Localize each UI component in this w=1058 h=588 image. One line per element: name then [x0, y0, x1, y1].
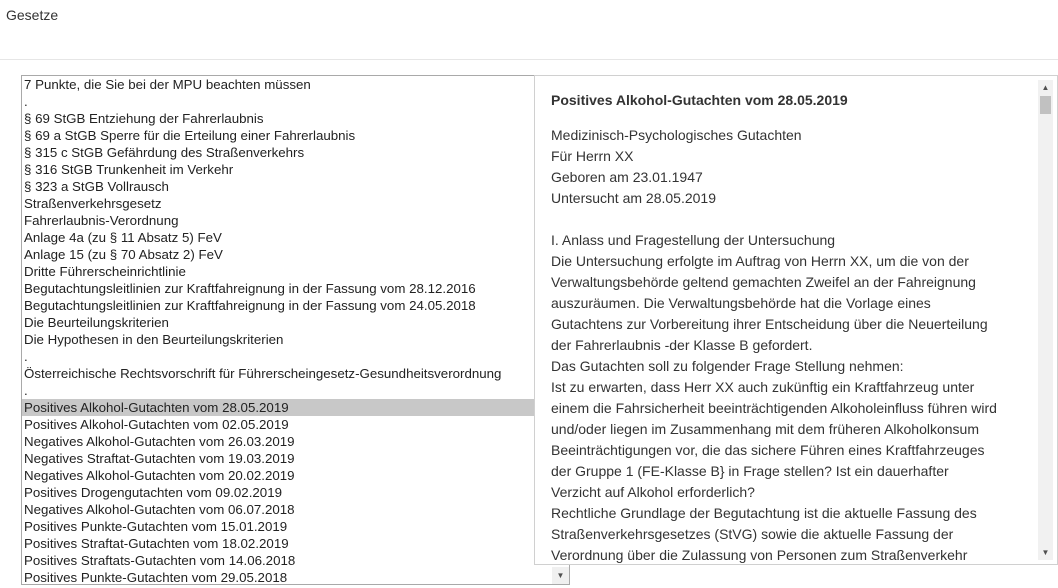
list-item[interactable]: § 323 a StGB Vollrausch — [24, 179, 169, 194]
list-item[interactable]: Positives Punkte-Gutachten vom 29.05.2018 — [24, 570, 288, 585]
list-item[interactable]: Positives Straftats-Gutachten vom 14.06.2018 — [24, 553, 296, 568]
list-item[interactable]: Fahrerlaubnis-Verordnung — [24, 213, 179, 228]
document-list — [22, 76, 569, 585]
document-text-line: Rechtliche Grundlage der Begutachtung ist die aktuelle Fassung des — [551, 505, 977, 521]
vertical-scrollbar[interactable] — [1038, 80, 1053, 560]
list-item[interactable]: Positives Alkohol-Gutachten vom 28.05.2019 — [22, 399, 569, 416]
document-text-line: Straßenverkehrsgesetzes (StVG) sowie die aktuelle Fassung der — [551, 526, 954, 542]
document-text-line: Medizinisch-Psychologisches Gutachten — [551, 127, 802, 143]
document-text-line: Untersucht am 28.05.2019 — [551, 190, 716, 206]
list-item[interactable]: Negatives Alkohol-Gutachten vom 20.02.2019 — [24, 468, 295, 483]
list-item[interactable]: § 316 StGB Trunkenheit im Verkehr — [24, 162, 234, 177]
list-item[interactable]: Negatives Straftat-Gutachten vom 19.03.2019 — [24, 451, 295, 466]
document-text-line: Geboren am 23.01.1947 — [551, 169, 703, 185]
document-listbox[interactable] — [21, 75, 570, 585]
document-text-line: einem die Fahrsicherheit beeinträchtigenden Alkoholeinfluss führen wird — [551, 400, 997, 416]
list-item[interactable]: Begutachtungsleitlinien zur Kraftfahreignung in der Fassung vom 28.12.2016 — [24, 281, 476, 296]
document-viewer[interactable] — [534, 75, 1058, 565]
dropdown-arrow-icon[interactable]: ▼ — [552, 567, 569, 584]
document-text-line: Das Gutachten soll zu folgender Frage Stellung nehmen: — [551, 358, 904, 374]
list-item[interactable]: Begutachtungsleitlinien zur Kraftfahreignung in der Fassung vom 24.05.2018 — [24, 298, 476, 313]
document-text-line: Beeinträchtigungen vor, die das sichere Führen eines Kraftfahrzeuges — [551, 442, 985, 458]
list-item[interactable]: 7 Punkte, die Sie bei der MPU beachten müssen — [24, 77, 311, 92]
list-item[interactable]: Dritte Führerscheinrichtlinie — [24, 264, 186, 279]
list-item[interactable]: Straßenverkehrsgesetz — [24, 196, 162, 211]
list-item[interactable]: Positives Alkohol-Gutachten vom 02.05.2019 — [24, 417, 289, 432]
list-item[interactable]: Positives Straftat-Gutachten vom 18.02.2019 — [24, 536, 289, 551]
document-text-line: Für Herrn XX — [551, 148, 634, 164]
scroll-up-icon[interactable]: ▲ — [1041, 83, 1050, 92]
list-item[interactable]: Positives Drogengutachten vom 09.02.2019 — [24, 485, 282, 500]
document-text-line: Verwaltungsbehörde geltend gemachten Zweifel an der Fahreignung — [551, 274, 976, 290]
list-item[interactable]: § 69 StGB Entziehung der Fahrerlaubnis — [24, 111, 264, 126]
document-text-line: Verordnung über die Zulassung von Personen zum Straßenverkehr — [551, 547, 968, 563]
list-item[interactable]: Anlage 15 (zu § 70 Absatz 2) FeV — [24, 247, 223, 262]
document-text-line: Gutachtens zur Vorbereitung ihrer Entscheidung über die Neuerteilung — [551, 316, 988, 332]
list-item[interactable]: Positives Punkte-Gutachten vom 15.01.2019 — [24, 519, 288, 534]
list-item[interactable]: Die Hypothesen in den Beurteilungskriterien — [24, 332, 284, 347]
scroll-thumb[interactable] — [1040, 96, 1051, 114]
document-text-line: der Gruppe 1 (FE-Klasse B} in Frage stellen? Ist ein dauerhafter — [551, 463, 949, 479]
document-content — [551, 90, 1011, 565]
header-divider — [0, 59, 1058, 60]
list-item[interactable]: Die Beurteilungskriterien — [24, 315, 169, 330]
document-text-line: Ist zu erwarten, dass Herr XX auch zukünftig ein Kraftfahrzeug unter — [551, 379, 975, 395]
page-title: Gesetze — [6, 7, 59, 23]
list-item[interactable]: Österreichische Rechtsvorschrift für Führerscheingesetz-Gesundheitsverordnung — [24, 366, 502, 381]
list-item[interactable]: Anlage 4a (zu § 11 Absatz 5) FeV — [24, 230, 222, 245]
document-title: Positives Alkohol-Gutachten vom 28.05.2019 — [551, 92, 848, 108]
list-item[interactable]: . — [24, 94, 28, 109]
document-body-block — [551, 230, 1011, 565]
scroll-down-icon[interactable]: ▼ — [1041, 548, 1050, 557]
document-header-block — [551, 125, 1011, 209]
document-text-line: I. Anlass und Fragestellung der Untersuchung — [551, 232, 836, 248]
list-item[interactable]: . — [24, 349, 28, 364]
list-item[interactable]: § 69 a StGB Sperre für die Erteilung einer Fahrerlaubnis — [24, 128, 356, 143]
document-text-line: auszuräumen. Die Verwaltungsbehörde hat die Vorlage eines — [551, 295, 931, 311]
document-text-line: Die Untersuchung erfolgte im Auftrag von Herrn XX, um die von der — [551, 253, 969, 269]
document-text-line: der Fahrerlaubnis -der Klasse B gefordert. — [551, 337, 813, 353]
document-text-line: und/oder liegen im Zusammenhang mit dem früheren Alkoholkonsum — [551, 421, 980, 437]
list-item[interactable]: § 315 c StGB Gefährdung des Straßenverkehrs — [24, 145, 305, 160]
list-item[interactable]: . — [24, 383, 28, 398]
document-text-line: Verzicht auf Alkohol erforderlich? — [551, 484, 755, 500]
list-item[interactable]: Negatives Alkohol-Gutachten vom 06.07.2018 — [24, 502, 295, 517]
list-item[interactable]: Negatives Alkohol-Gutachten vom 26.03.2019 — [24, 434, 295, 449]
